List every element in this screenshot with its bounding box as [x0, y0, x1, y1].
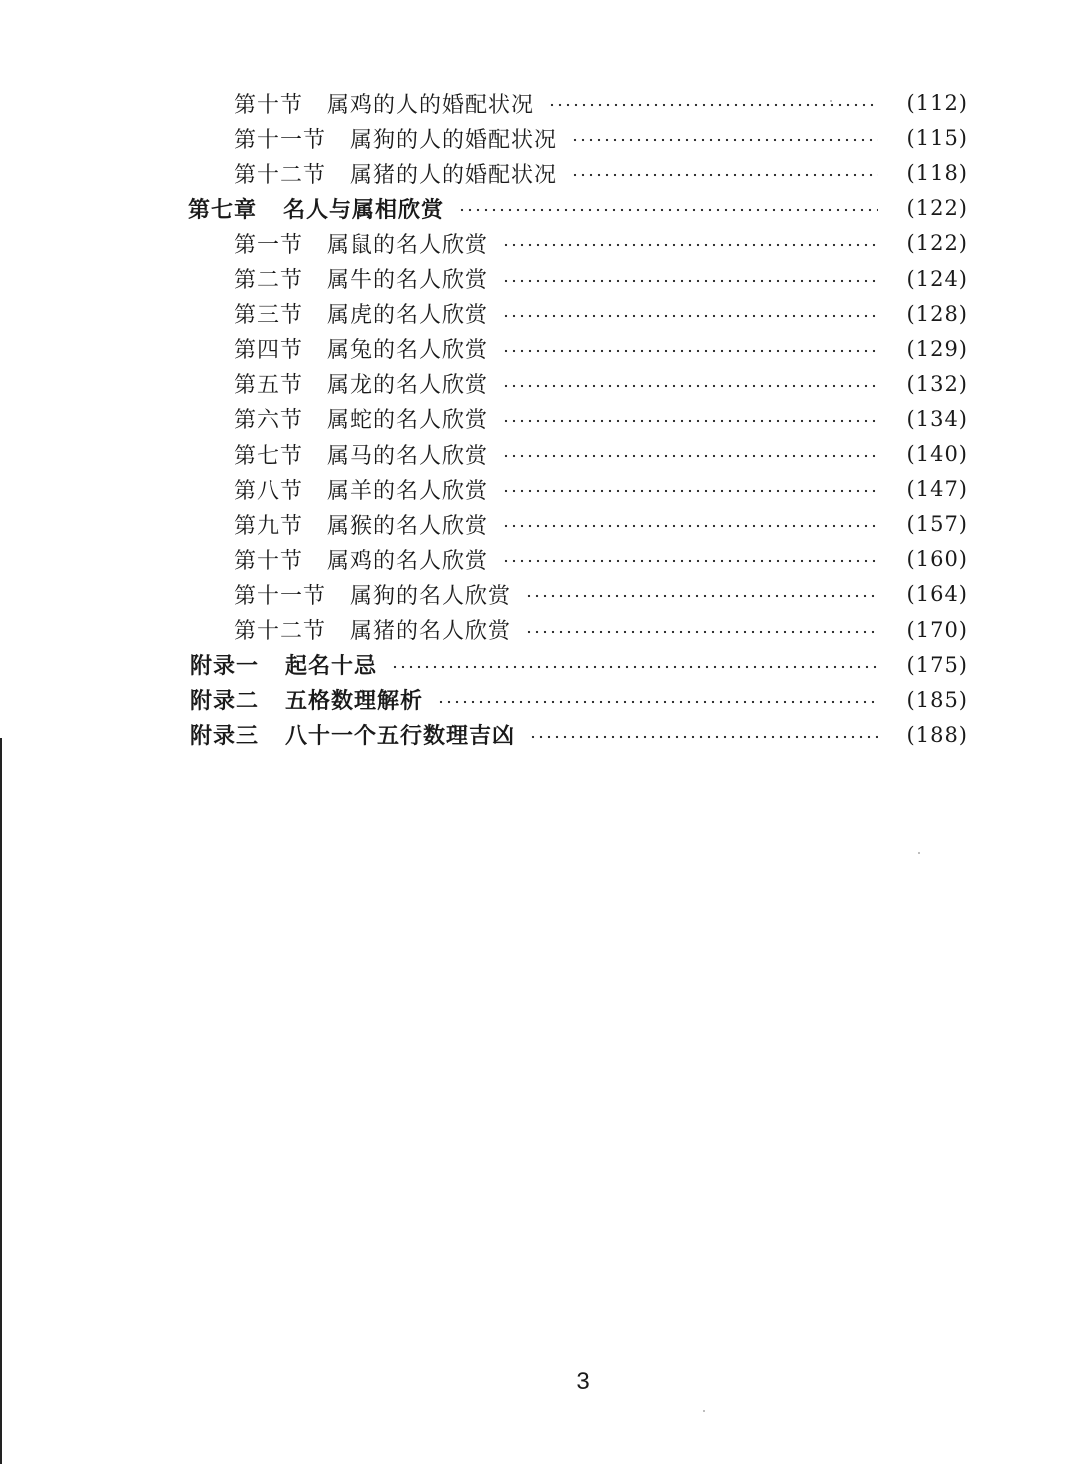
toc-entry-number: 第二节 — [234, 268, 304, 293]
toc-entry-section — [234, 331, 968, 367]
toc-entry-number: 第五节 — [234, 373, 304, 399]
toc-entry-number: 附录一 — [190, 654, 260, 680]
toc-entry-number: 第十节 — [234, 92, 304, 118]
toc-dot-leader — [571, 138, 878, 142]
scan-edge-line — [0, 738, 2, 1464]
toc-entry-section — [234, 506, 968, 542]
toc-dot-leader — [502, 243, 878, 247]
toc-dot-leader — [525, 630, 878, 634]
toc-dot-leader — [437, 700, 878, 704]
toc-entry-title: 起名十忌 — [285, 654, 378, 680]
toc-entry-number: 附录三 — [190, 724, 260, 750]
toc-entry-section — [234, 155, 968, 191]
toc-entry-number: 第一节 — [234, 232, 304, 258]
toc-entry-title: 属鸡的人的婚配状况 — [327, 92, 535, 118]
toc-entry-number: 第十一节 — [234, 127, 327, 153]
toc-dot-leader — [502, 559, 878, 563]
toc-entry-title: 五格数理解析 — [285, 689, 424, 715]
toc-dot-leader — [391, 665, 878, 669]
toc-entry-page: (164) — [906, 582, 968, 607]
toc-entry-section — [234, 612, 968, 648]
toc-entry-page: (134) — [906, 406, 968, 431]
toc-entry-title: 属狗的人的婚配状况 — [350, 127, 558, 153]
toc-entry-title: 属羊的名人欣赏 — [327, 478, 489, 504]
toc-entry-section — [234, 225, 968, 261]
toc-entry-section — [234, 436, 968, 472]
toc-entry-page: (122) — [906, 231, 968, 256]
toc-dot-leader — [529, 735, 878, 739]
toc-entry-number: 第四节 — [234, 338, 304, 364]
toc-entry-title: 属虎的名人欣赏 — [327, 303, 489, 329]
toc-entry-number: 第十二节 — [234, 162, 327, 188]
toc-entry-page: (185) — [906, 687, 968, 712]
toc-entry-page: (188) — [906, 722, 968, 747]
toc-entry-appendix — [190, 682, 968, 718]
toc-entry-page: (140) — [906, 442, 968, 466]
toc-entry-section — [234, 471, 968, 507]
toc-entry-appendix — [190, 717, 968, 753]
toc-entry-page: (118) — [906, 161, 968, 186]
toc-entry-page: (115) — [906, 126, 968, 151]
toc-entry-title: 属马的名人欣赏 — [327, 443, 489, 469]
toc-dot-leader — [502, 349, 878, 353]
toc-entry-title: 属鼠的名人欣赏 — [327, 232, 489, 258]
toc-entry-title: 八十一个五行数理吉凶 — [285, 724, 516, 750]
toc-entry-title: 属鸡的名人欣赏 — [327, 548, 489, 574]
toc-entry-number: 第七节 — [234, 443, 304, 469]
toc-entry-page: (124) — [906, 266, 968, 291]
toc-dot-leader — [502, 384, 878, 388]
toc-entry-number: 第十一节 — [234, 583, 327, 609]
toc-entry-title: 属猪的名人欣赏 — [350, 619, 512, 644]
toc-entry-section — [234, 120, 968, 156]
page-number-footer — [0, 1368, 1080, 1396]
toc-entry-section — [234, 366, 968, 402]
toc-entry-number: 第三节 — [234, 303, 304, 329]
toc-entry-page: (132) — [906, 371, 968, 396]
toc-entry-title: 属兔的名人欣赏 — [327, 338, 489, 364]
toc-entry-section — [234, 296, 968, 332]
toc-entry-section — [234, 541, 968, 577]
toc-entry-page: (170) — [906, 617, 968, 642]
toc-entry-title: 属狗的名人欣赏 — [350, 583, 512, 609]
toc-entry-page: (128) — [906, 301, 968, 326]
toc-dot-leader — [525, 594, 878, 598]
page-number: 3 — [576, 1368, 590, 1395]
toc-entry-page: (122) — [906, 196, 968, 221]
toc-entry-page: (157) — [906, 512, 968, 537]
toc-entry-section — [234, 261, 968, 297]
toc-entry-title: 属牛的名人欣赏 — [327, 268, 489, 293]
toc-entry-number: 第十二节 — [234, 619, 327, 644]
toc-dot-leader — [502, 419, 878, 423]
toc-entry-number: 第九节 — [234, 513, 304, 539]
scan-speck — [703, 1410, 705, 1412]
toc-entry-title: 属猪的人的婚配状况 — [350, 162, 558, 188]
toc-dot-leader — [458, 208, 878, 212]
toc-entry-page: (160) — [906, 547, 968, 572]
toc-dot-leader — [502, 454, 878, 458]
toc-dot-leader — [502, 279, 878, 283]
scan-speck — [830, 100, 832, 102]
toc-entry-number: 第八节 — [234, 478, 304, 504]
toc-dot-leader — [548, 103, 878, 107]
scan-speck — [918, 852, 920, 854]
toc-dot-leader — [502, 314, 878, 318]
toc-entry-section — [234, 401, 968, 437]
toc-entry-page: (147) — [906, 477, 968, 502]
toc-entry-section — [234, 85, 968, 121]
toc-entry-page: (112) — [906, 91, 968, 115]
toc-entry-page: (175) — [906, 652, 968, 677]
toc-entry-title: 属猴的名人欣赏 — [327, 513, 489, 539]
toc-entry-section — [234, 576, 968, 612]
toc-dot-leader — [502, 489, 878, 493]
toc-entry-number: 第十节 — [234, 548, 304, 574]
toc-entry-number: 第七章 — [188, 197, 258, 223]
toc-dot-leader — [571, 173, 878, 177]
toc-dot-leader — [502, 524, 878, 528]
toc-entry-title: 属龙的名人欣赏 — [327, 373, 489, 399]
toc-entry-number: 附录二 — [190, 689, 260, 715]
toc-entry-appendix — [190, 647, 968, 683]
toc-entry-title: 名人与属相欣赏 — [283, 197, 445, 223]
toc-entry-number: 第六节 — [234, 408, 304, 434]
toc-entry-title: 属蛇的名人欣赏 — [327, 408, 489, 434]
toc-entry-chapter — [188, 190, 968, 226]
toc-entry-page: (129) — [906, 336, 968, 361]
